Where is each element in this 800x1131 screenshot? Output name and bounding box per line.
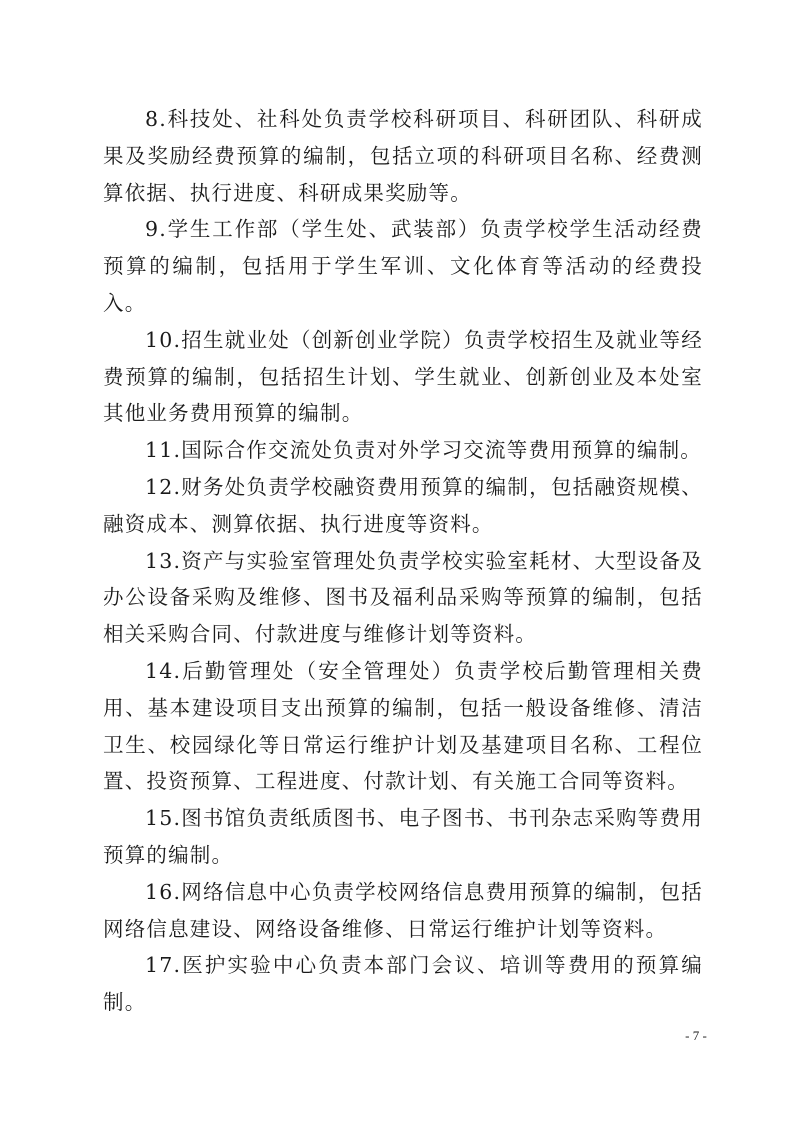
paragraph-10: 10.招生就业处（创新创业学院）负责学校招生及就业等经费预算的编制，包括招生计划、学生就业、创新创业及本处室其他业务费用预算的编制。 bbox=[103, 327, 703, 426]
paragraph-15: 15.图书馆负责纸质图书、电子图书、书刊杂志采购等费用预算的编制。 bbox=[103, 806, 703, 867]
body-text bbox=[103, 101, 703, 1021]
paragraph-14: 14.后勤管理处（安全管理处）负责学校后勤管理相关费用、基本建设项目支出预算的编制，包括一般设备维修、清洁卫生、校园绿化等日常运行维护计划及基建项目名称、工程位置、投资预算、工程进度、付款计划、有关施工合同等资料。 bbox=[103, 658, 703, 794]
paragraph-17: 17.医护实验中心负责本部门会议、培训等费用的预算编制。 bbox=[103, 953, 703, 1015]
paragraph-9: 9.学生工作部（学生处、武装部）负责学校学生活动经费预算的编制，包括用于学生军训、文化体育等活动的经费投入。 bbox=[103, 217, 703, 315]
paragraph-8: 8.科技处、社科处负责学校科研项目、科研团队、科研成果及奖励经费预算的编制，包括立项的科研项目名称、经费测算依据、执行进度、科研成果奖励等。 bbox=[103, 107, 703, 205]
paragraph-16: 16.网络信息中心负责学校网络信息费用预算的编制，包括网络信息建设、网络设备维修、日常运行维护计划等资料。 bbox=[103, 879, 703, 941]
paragraph-11: 11.国际合作交流处负责对外学习交流等费用预算的编制。 bbox=[145, 438, 703, 463]
paragraph-13: 13.资产与实验室管理处负责学校实验室耗材、大型设备及办公设备采购及维修、图书及福利品采购等预算的编制，包括相关采购合同、付款进度与维修计划等资料。 bbox=[103, 548, 703, 647]
paragraph-12: 12.财务处负责学校融资费用预算的编制，包括融资规模、融资成本、测算依据、执行进度等资料。 bbox=[103, 474, 703, 536]
page-number: - 7 - bbox=[685, 1028, 707, 1043]
